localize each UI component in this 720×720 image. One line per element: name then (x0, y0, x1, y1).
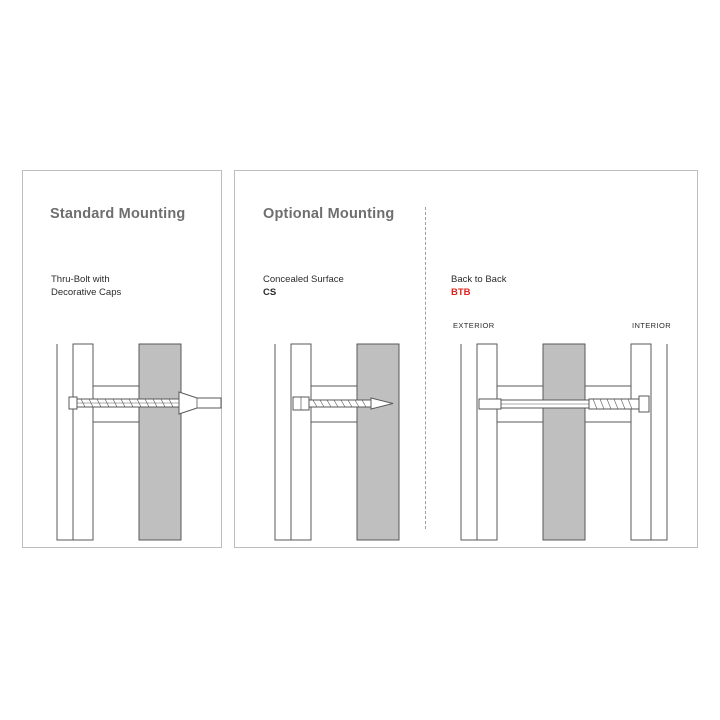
annotation-exterior: EXTERIOR (453, 321, 495, 330)
code-cs: CS (263, 287, 277, 298)
panel-title-optional: Optional Mounting (263, 206, 395, 222)
drawing-thru-bolt-decorative-caps (35, 326, 225, 546)
panel-standard-mounting (22, 170, 222, 548)
panel-divider (425, 207, 426, 529)
code-btb: BTB (451, 287, 471, 298)
drawing-back-to-back (445, 326, 685, 546)
label-back-to-back: Back to Back (451, 274, 507, 285)
drawing-concealed-surface (253, 326, 423, 546)
panel-optional-mounting (234, 170, 698, 548)
label-thru-bolt-line2: Decorative Caps (51, 287, 122, 298)
label-concealed-surface: Concealed Surface (263, 274, 344, 285)
annotation-interior: INTERIOR (632, 321, 672, 330)
label-thru-bolt-line1: Thru-Bolt with (51, 274, 110, 285)
panel-title-standard: Standard Mounting (50, 206, 186, 222)
